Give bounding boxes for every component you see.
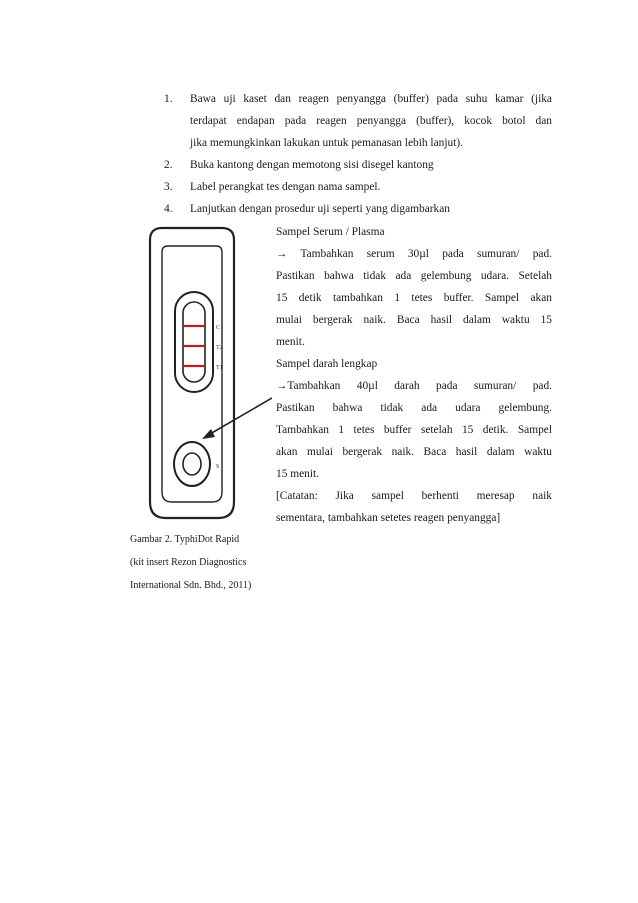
step-text-line: Bawa uji kaset dan reagen penyangga (buffer) pada suhu kamar (jika [190, 93, 552, 105]
step-number: 4. [164, 203, 173, 215]
serum-line: 15 detik tambahkan 1 tetes buffer. Sampel akan [276, 292, 552, 304]
serum-line: Pastikan bahwa tidak ada gelembung udara. Setelah [276, 270, 552, 282]
caption-line: (kit insert Rezon Diagnostics [130, 557, 247, 568]
serum-line: mulai bergerak naik. Baca hasil dalam waktu 15 [276, 314, 552, 326]
label-s: S [216, 464, 220, 470]
figure-caption [130, 528, 251, 597]
blood-line: 15 menit. [276, 468, 320, 480]
serum-line: menit. [276, 336, 305, 348]
test-cassette-figure [126, 222, 272, 522]
result-window-outer-icon [175, 292, 213, 392]
sample-well-inner-icon [183, 453, 201, 475]
step-1 [160, 88, 552, 154]
note-line: [Catatan: Jika sampel berhenti meresap naik [276, 490, 552, 502]
note-line: sementara, tambahkan setetes reagen penyangga] [276, 512, 501, 524]
step-text-line: Lanjutkan dengan prosedur uji seperti yang digambarkan [190, 203, 451, 215]
label-t1: T1 [216, 365, 223, 371]
serum-heading: Sampel Serum / Plasma [276, 226, 385, 238]
step-text-line: jika memungkinkan lakukan untuk pemanasan lebih lanjut). [190, 137, 463, 149]
pointer-arrow-head-icon [202, 429, 215, 439]
step-number: 2. [164, 159, 173, 171]
step-4 [160, 198, 552, 220]
step-number: 1. [164, 93, 173, 105]
sample-well-outer-icon [174, 442, 210, 486]
blood-line: Pastikan bahwa tidak ada udara gelembung. [276, 402, 552, 414]
step-text-line: Label perangkat tes dengan nama sampel. [190, 181, 381, 193]
blood-line: Tambahkan 1 tetes buffer setelah 15 detik. Sampel [276, 424, 552, 436]
step-2 [160, 154, 552, 176]
pointer-arrow-line [210, 398, 272, 434]
step-text-line: Buka kantong dengan memotong sisi disegel kantong [190, 159, 434, 171]
step-number: 3. [164, 181, 173, 193]
step-text-line: terdapat endapan pada reagen penyangga (buffer), kocok botol dan [190, 115, 552, 127]
serum-line: → Tambahkan serum 30µl pada sumuran/ pad. [276, 248, 552, 260]
blood-heading: Sampel darah lengkap [276, 358, 378, 370]
result-window-inner-icon [183, 302, 205, 382]
label-c: C [216, 325, 221, 331]
blood-line: →Tambahkan 40µl darah pada sumuran/ pad. [276, 380, 552, 392]
step-3 [160, 176, 552, 198]
caption-line: International Sdn. Bhd., 2011) [130, 580, 252, 591]
procedure-steps [160, 88, 552, 220]
instruction-column [276, 221, 552, 529]
label-t2: T2 [216, 345, 223, 351]
caption-line: Gambar 2. TyphiDot Rapid [130, 534, 240, 545]
blood-line: akan mulai bergerak naik. Baca hasil dalam waktu [276, 446, 552, 458]
